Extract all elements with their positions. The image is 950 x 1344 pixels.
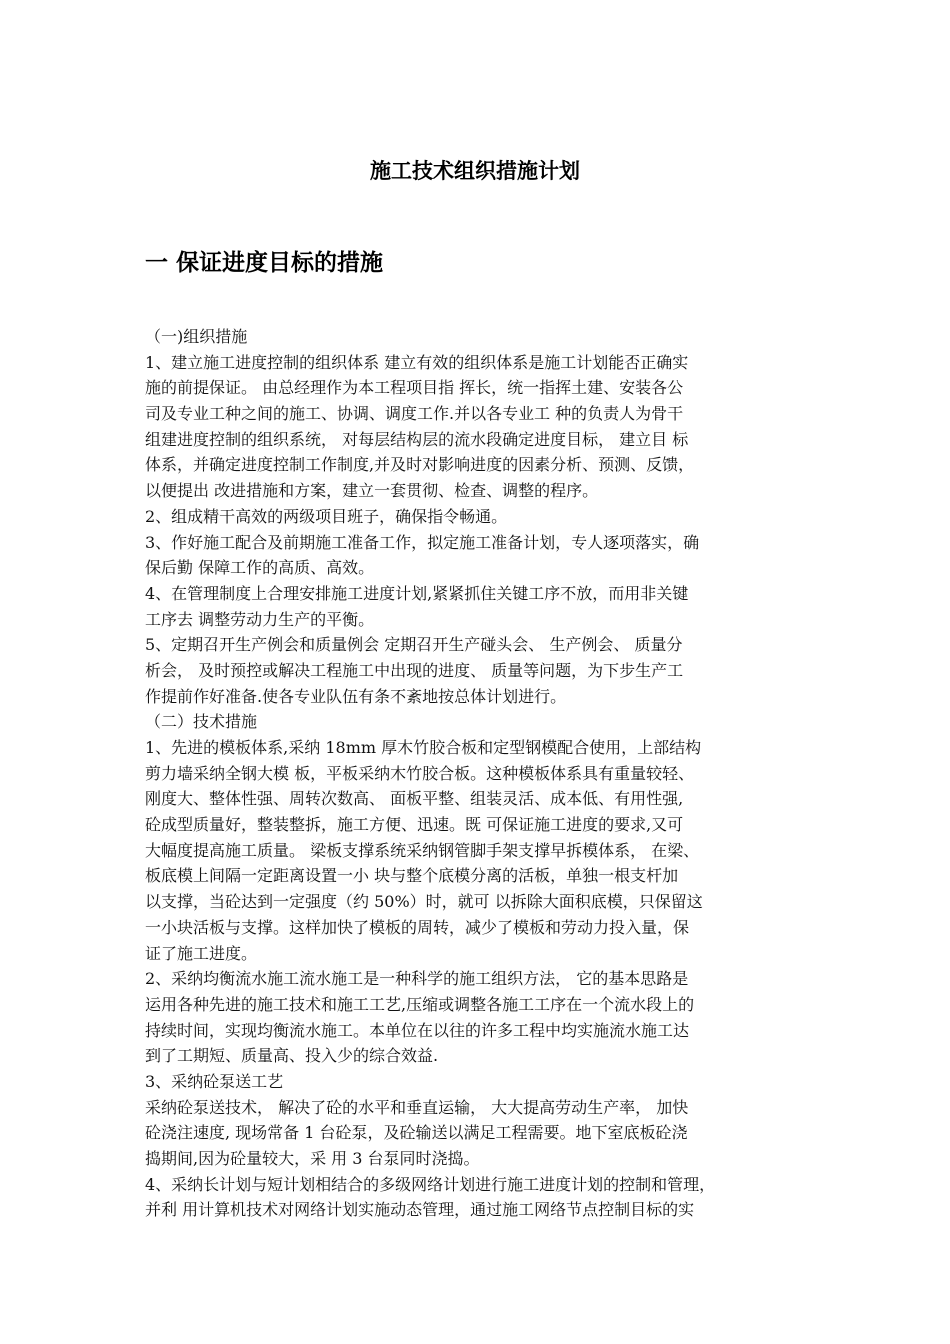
text-line: 剪力墙采纳全钢大模 板，平板采纳木竹胶合板。这种模板体系具有重量较轻、	[145, 763, 695, 783]
text-line: 一小块活板与支撑。这样加快了模板的周转，减少了模板和劳动力投入量，保	[145, 917, 690, 937]
text-line: 作提前作好准备.使各专业队伍有条不紊地按总体计划进行。	[145, 686, 567, 706]
text-line: 砼浇注速度, 现场常备 1 台砼泵，及砼输送以满足工程需要。地下室底板砼浇	[145, 1123, 688, 1143]
text-line: 2、组成精干高效的两级项目班子，确保指令畅通。	[145, 506, 508, 526]
text-line: 保后勤 保障工作的高质、高效。	[145, 558, 375, 578]
text-line: （一)组织措施	[145, 327, 248, 346]
text-line: 砼成型质量好，整装整拆，施工方便、迅速。既 可保证施工进度的要求,又可	[145, 815, 684, 835]
text-line: 4、在管理制度上合理安排施工进度计划,紧紧抓住关键工序不放，而用非关键	[145, 583, 689, 603]
body-text	[145, 324, 817, 1223]
text-line: 施的前提保证。 由总经理作为本工程项目指 挥长，统一指挥土建、安装各公	[145, 378, 684, 398]
text-line: 刚度大、整体性强、周转次数高、 面板平整、组装灵活、成本低、有用性强,	[145, 789, 684, 809]
text-line: 5、定期召开生产例会和质量例会 定期召开生产碰头会、 生产例会、 质量分	[145, 635, 683, 655]
document-title: 施工技术组织措施计划	[370, 159, 580, 183]
text-line: 大幅度提高施工质量。 梁板支撑系统采纳钢管脚手架支撑早拆模体系， 在梁、	[145, 840, 700, 860]
text-line: 采纳砼泵送技术， 解决了砼的水平和垂直运输， 大大提高劳动生产率， 加快	[145, 1097, 689, 1117]
text-line: 析会， 及时预控或解决工程施工中出现的进度、 质量等问题，为下步生产工	[145, 660, 684, 680]
text-line: 1、先进的模板体系,采纳 18mm 厚木竹胶合板和定型钢模配合使用，上部结构	[145, 738, 702, 757]
text-line: 3、作好施工配合及前期施工准备工作，拟定施工准备计划，专人逐项落实，确	[145, 532, 700, 552]
text-line: 证了施工进度。	[145, 943, 258, 963]
text-line: 体系，并确定进度控制工作制度,并及时对影响进度的因素分析、预测、反馈，	[145, 455, 695, 475]
text-line: 3、采纳砼泵送工艺	[145, 1071, 284, 1091]
text-line: 司及专业工种之间的施工、协调、调度工作.并以各专业工 种的负责人为骨干	[145, 404, 684, 424]
text-line: 以便提出 改进措施和方案，建立一套贯彻、检查、调整的程序。	[145, 481, 599, 501]
text-line: 1、建立施工进度控制的组织体系 建立有效的组织体系是施工计划能否正确实	[145, 352, 689, 372]
text-line: 以支撑，当砼达到一定强度（约 50%）时，就可 以拆除大面积底模，只保留这	[145, 892, 703, 912]
text-line: （二）技术措施	[145, 712, 258, 732]
section-heading: 一 保证进度目标的措施	[145, 250, 384, 276]
text-line: 持续时间，实现均衡流水施工。本单位在以往的许多工程中均实施流水施工达	[145, 1020, 690, 1040]
text-line: 到了工期短、质量高、投入少的综合效益.	[145, 1046, 439, 1066]
text-line: 工序去 调整劳动力生产的平衡。	[145, 609, 375, 629]
text-line: 2、采纳均衡流水施工流水施工是一种科学的施工组织方法， 它的基本思路是	[145, 969, 689, 989]
text-line: 捣期间,因为砼量较大，采 用 3 台泵同时浇捣。	[145, 1149, 480, 1168]
text-line: 组建进度控制的组织系统， 对每层结构层的流水段确定进度目标， 建立目 标	[145, 429, 689, 449]
text-line: 运用各种先进的施工技术和施工工艺,压缩或调整各施工工序在一个流水段上的	[145, 994, 695, 1014]
text-line: 并利 用计算机技术对网络计划实施动态管理，通过施工网络节点控制目标的实	[145, 1200, 695, 1220]
text-line: 板底模上间隔一定距离设置一小 块与整个底模分离的活板，单独一根支杆加	[145, 866, 679, 886]
text-line: 4、采纳长计划与短计划相结合的多级网络计划进行施工进度计划的控制和管理，	[145, 1174, 716, 1194]
